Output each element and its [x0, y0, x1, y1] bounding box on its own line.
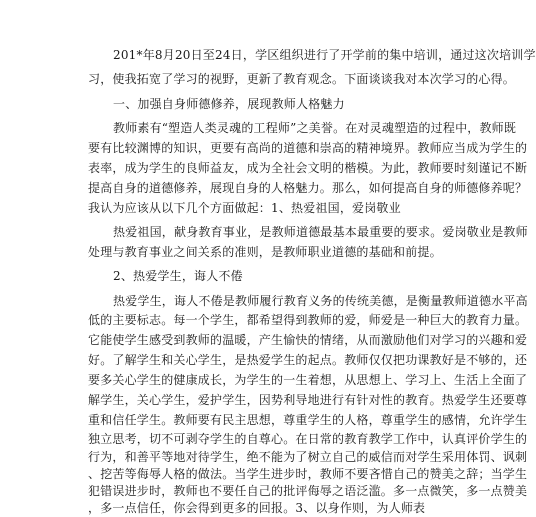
paragraph-line: 重和信任学生。教师要有民主思想，尊重学生的人格，尊重学生的感情，允许学生 — [88, 412, 528, 427]
paragraph-line: 独立思考，切不可剥夺学生的自尊心。在日常的教育教学工作中，认真评价学生的 — [88, 432, 528, 447]
section-heading: 2、热爱学生，诲人不倦 — [113, 269, 243, 284]
paragraph-line: 、挖苦等侮辱人格的做法。当学生进步时，教师不要吝惜自己的赞美之辞；当学生 — [88, 466, 528, 481]
paragraph-line: 犯错误进步时，教师也不要任自己的批评侮辱之语泛滥。多一点微笑，多一点赞美 — [88, 483, 528, 498]
section-heading: 一、加强自身师德修养，展现教师人格魅力 — [113, 96, 345, 111]
paragraph-line: 热爱祖国，献身教育事业，是教师道德最基本最重要的要求。爱岗敬业是教师 — [113, 224, 528, 239]
paragraph-line: 提高自身的道德修养，展现自身的人格魅力。那么，如何提高自身的师德修养呢？ — [88, 180, 528, 195]
paragraph-line: 解学生，关心学生，爱护学生，因势利导地进行有针对性的教育。热爱学生还要尊 — [88, 392, 528, 407]
paragraph-line: 表率，成为学生的良师益友，成为全社会文明的楷模。为此，教师要时刻谨记不断 — [88, 160, 528, 175]
paragraph-line: 处理与教育事业之间关系的准则，是教师职业道德的基础和前提。 — [88, 244, 442, 259]
paragraph-line: 201*年8月20日至24日，学区组织进行了开学前的集中培训，通过这次培训学 — [113, 48, 536, 62]
paragraph-line: ，多一点信任，你会得到更多的回报。3、以身作则，为人师表 — [88, 501, 426, 515]
paragraph-line: 要有比较渊博的知识，更要有高尚的道德和崇高的精神境界。教师应当成为学生的 — [88, 140, 528, 155]
paragraph-line: 我认为应该从以下几个方面做起：1、热爱祖国，爱岗敬业 — [88, 200, 401, 215]
paragraph-line: 行为，和善平等地对待学生，绝不能为了树立自己的威信而对学生采用体罚、讽刺 — [88, 449, 528, 464]
paragraph-line: 习，使我拓宽了学习的视野，更新了教育观念。下面谈谈我对本次学习的心得。 — [88, 72, 516, 87]
paragraph-line: 教师素有“塑造人类灵魂的工程师”之美誉。在对灵魂塑造的过程中，教师既 — [113, 121, 517, 136]
paragraph-line: 要多关心学生的健康成长，为学生的一生着想，从思想上、学习上、生活上全面了 — [88, 372, 528, 387]
paragraph-line: 热爱学生，诲人不倦是教师履行教育义务的传统美德，是衡量教师道德水平高 — [113, 293, 528, 308]
paragraph-line: 它能使学生感受到教师的温暖，产生愉快的情绪，从而激励他们对学习的兴趣和爱 — [88, 333, 528, 348]
paragraph-line: 低的主要标志。每一个学生，都希望得到教师的爱，师爱是一种巨大的教育力量。 — [88, 313, 528, 328]
paragraph-line: 好。了解学生和关心学生，是热爱学生的起点。教师仅仅把功课教好是不够的，还 — [88, 353, 528, 367]
